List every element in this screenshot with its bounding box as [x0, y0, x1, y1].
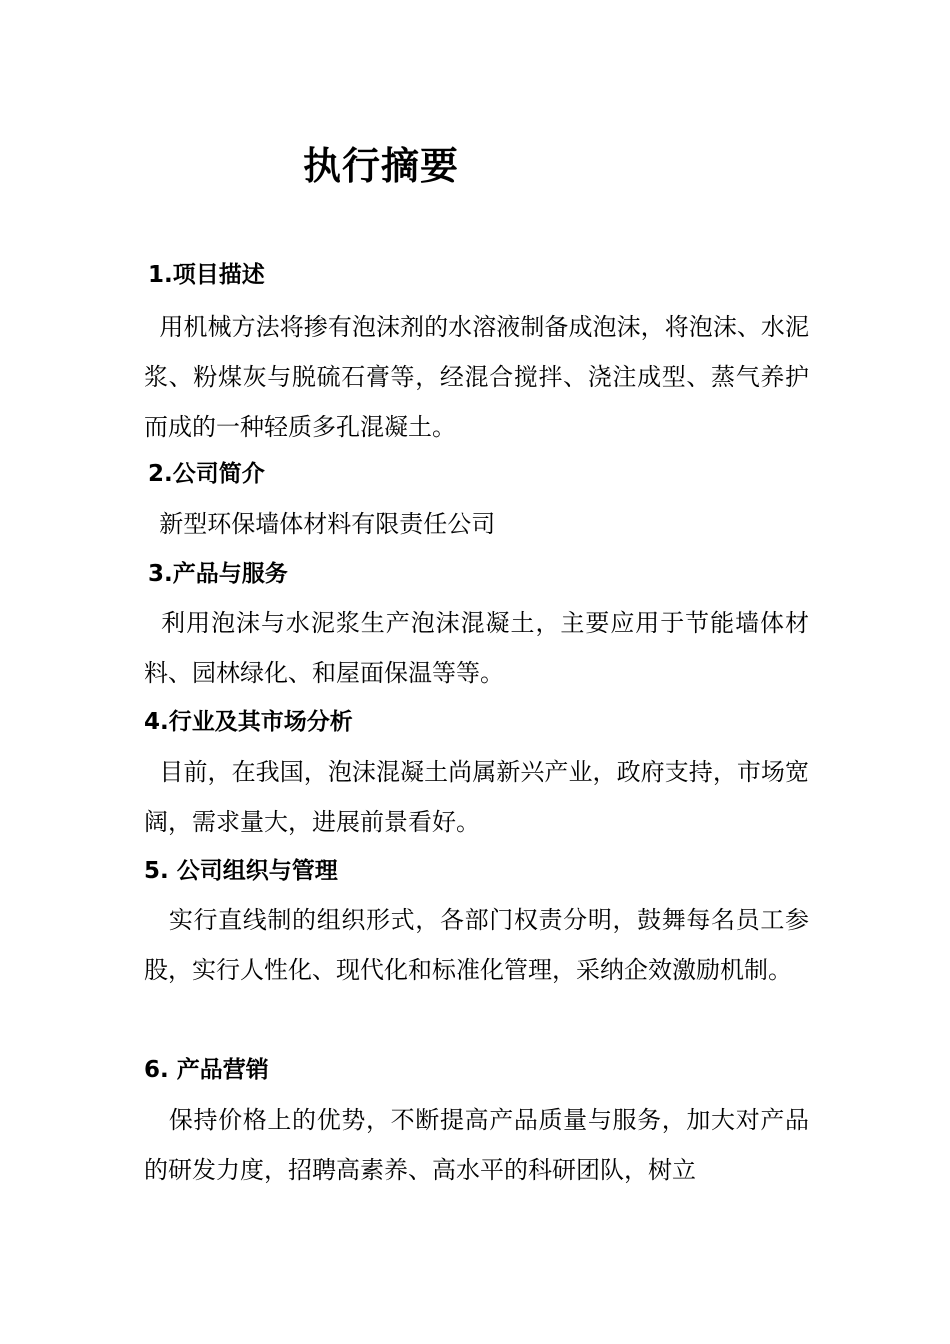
- section-heading-company-profile: 2.公司简介: [148, 461, 265, 487]
- section-body-project-description: 用机械方法将掺有泡沫剂的水溶液制备成泡沫，将泡沫、水泥浆、粉煤灰与脱硫石膏等，经混合搅拌、浇注成型、蒸气养护而成的一种轻质多孔混凝土。: [144, 313, 809, 441]
- section-body-market-analysis: 目前，在我国，泡沫混凝土尚属新兴产业，政府支持，市场宽阔，需求量大，进展前景看好。: [144, 758, 809, 836]
- section-body-product-marketing: 保持价格上的优势，不断提高产品质量与服务，加大对产品的研发力度，招聘高素养、高水平的科研团队，树立: [144, 1106, 809, 1184]
- section-body-organization-management: 实行直线制的组织形式，各部门权责分明，鼓舞每名员工参股，实行人性化、现代化和标准化管理，采纳企效激励机制。: [144, 906, 809, 984]
- section-body-company-profile: 新型环保墙体材料有限责任公司: [144, 510, 496, 538]
- section-heading-project-description: 1.项目描述: [148, 262, 265, 288]
- section-heading-organization-management: 5. 公司组织与管理: [144, 858, 338, 884]
- section-heading-market-analysis: 4.行业及其市场分析: [144, 709, 353, 735]
- section-heading-product-marketing: 6. 产品营销: [144, 1057, 269, 1083]
- document-title: 执行摘要: [303, 144, 460, 188]
- section-body-products-services: 利用泡沫与水泥浆生产泡沫混凝土，主要应用于节能墙体材料、园林绿化、和屋面保温等等。: [144, 609, 809, 687]
- section-heading-products-services: 3.产品与服务: [148, 561, 288, 587]
